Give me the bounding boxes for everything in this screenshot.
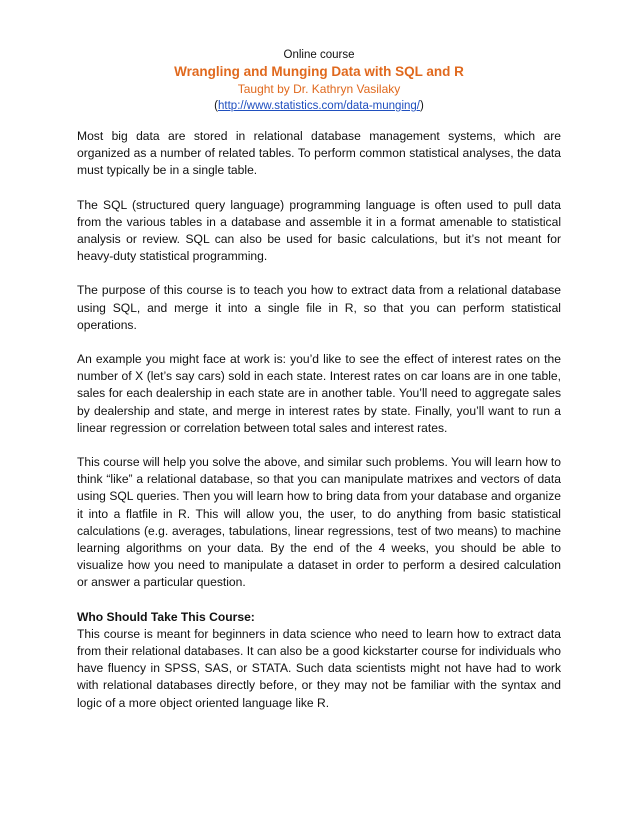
paragraph-sql: The SQL (structured query language) programming language is often used to pull data from the various tables in a database and assemble it in a format amenable to statistical analysis or review. SQL can also be used for basic calculations, but it’s not meant for heavy-duty statistical programming. [77, 197, 561, 264]
paragraph-outcomes: This course will help you solve the above, and similar such problems. You will learn how to think “like” a relational database, so that you can manipulate matrixes and vectors of data using SQL queries. Then you will learn how to bring data from your database and organize it into a flatfile in R. This will allow you, the user, to do anything from basic statistical calculations (e.g. averages, tabulations, linear regressions, test of two means) to machine learning algorithms on your data. By the end of the 4 weeks, you should be able to visualize how you need to manipulate a dataset in order to perform a desired calculation or answer a particular question. [77, 455, 561, 590]
url-close-paren: ) [419, 100, 424, 112]
document-header [77, 47, 561, 115]
url-open-paren: ( [214, 100, 219, 112]
section-heading-audience: Who Should Take This Course: [77, 609, 255, 624]
paragraph-purpose: The purpose of this course is to teach you how to extract data from a relational database using SQL, and merge it into a single file in R, so that you can perform statistical operations. [77, 283, 561, 332]
course-url-line [77, 98, 561, 115]
course-url-link[interactable]: http://www.statistics.com/data-munging/ [218, 100, 420, 112]
paragraph-intro: Most big data are stored in relational database management systems, which are organized as a number of related tables. To perform common statistical analyses, the data must typically be in a single table. [77, 129, 561, 178]
course-type-label: Online course [283, 49, 355, 61]
paragraph-example: An example you might face at work is: you’d like to see the effect of interest rates on the number of X (let’s say cars) sold in each state. Interest rates on car loans are in one table, sales for each dealership in each state are in another table. You’ll need to aggregate sales by dealership and state, and merge in interest rates by state. Finally, you’ll want to run a linear regression or correlation between total sales and interest rates. [77, 352, 561, 435]
instructor-line: Taught by Dr. Kathryn Vasilaky [237, 82, 401, 96]
document-body [77, 128, 561, 712]
course-title: Wrangling and Munging Data with SQL and R [174, 64, 464, 79]
paragraph-audience: This course is meant for beginners in data science who need to learn how to extract data from their relational databases. It can also be a good kickstarter course for individuals who have fluency in SPSS, SAS, or STATA. Such data scientists might not have had to work with relational databases directly before, or they may not be familiar with the syntax and logic of a more object oriented language like R. [77, 626, 561, 710]
